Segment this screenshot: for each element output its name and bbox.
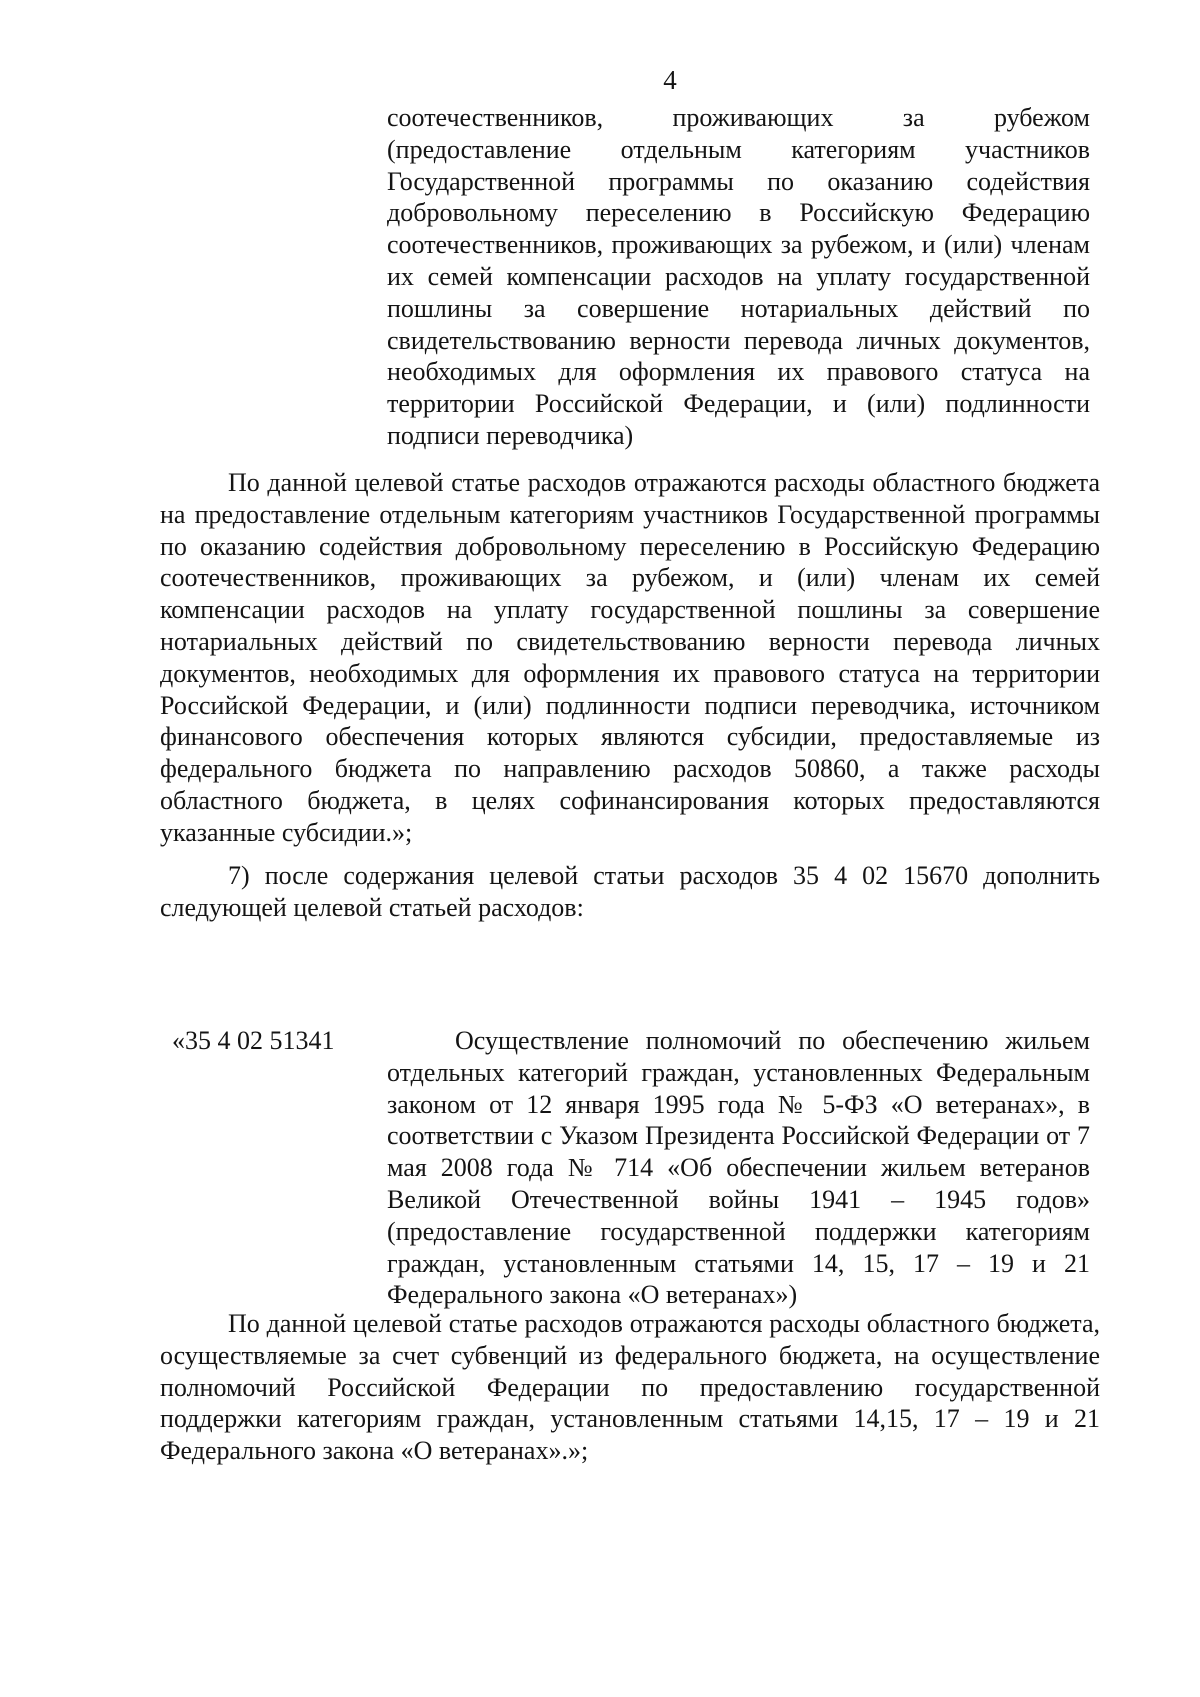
target-article-code: «35 4 02 51341 xyxy=(172,1026,335,1055)
paragraph-amendment-item-7: 7) после содержания целевой статьи расходов 35 4 02 15670 дополнить следующей целевой статьей расходов: xyxy=(160,861,1100,922)
paragraph-expenses-description-1: По данной целевой статье расходов отражаются расходы областного бюджета на предоставление отдельным категориям участников Государственной программы по оказанию содействия добровольному переселению в Российскую Федерацию соотечественников, проживающих за рубежом, и (или) членам их семей компенсации расходов на уплату государственной пошлины за совершение нотариальных действий по свидетельствованию верности перевода личных документов, необходимых для оформления их правового статуса на территории Российской Федерации, и (или) подлинности подписи переводчика, источником финансового обеспечения которых являются субсидии, предоставляемые из федерального бюджета по направлению расходов 50860, а также расходы областного бюджета, в целях софинансирования которых предоставляются указанные субсидии.»; xyxy=(160,468,1100,847)
target-article-name-continued: соотечественников, проживающих за рубежом (предоставление отдельным категориям участников Государственной программы по оказанию содействия добровольному переселению в Российскую Федерацию соотечественников, проживающих за рубежом, и (или) членам их семей компенсации расходов на уплату государственной пошлины за совершение нотариальных действий по свидетельствованию верности перевода личных документов, необходимых для оформления их правового статуса на территории Российской Федерации, и (или) подлинности подписи переводчика) xyxy=(387,103,1090,450)
target-article-name: Осуществление полномочий по обеспечению жильем отдельных категорий граждан, установленных Федеральным законом от 12 января 1995 года № 5-ФЗ «О ветеранах», в соответствии с Указом Президента Российской Федерации от 7 мая 2008 года № 714 «Об обеспечении жильем ветеранов Великой Отечественной войны 1941 – 1945 годов» (предоставление государственной поддержки категориям граждан, установленным статьями 14, 15, 17 – 19 и 21 Федерального закона «О ветеранах») xyxy=(387,1026,1090,1310)
page-number: 4 xyxy=(663,65,677,95)
paragraph-expenses-description-2: По данной целевой статье расходов отражаются расходы областного бюджета, осуществляемые за счет субвенций из федерального бюджета, на осуществление полномочий Российской Федерации по предоставлению государственной поддержки категориям граждан, установленным статьями 14,15, 17 – 19 и 21 Федерального закона «О ветеранах».»; xyxy=(160,1309,1100,1466)
